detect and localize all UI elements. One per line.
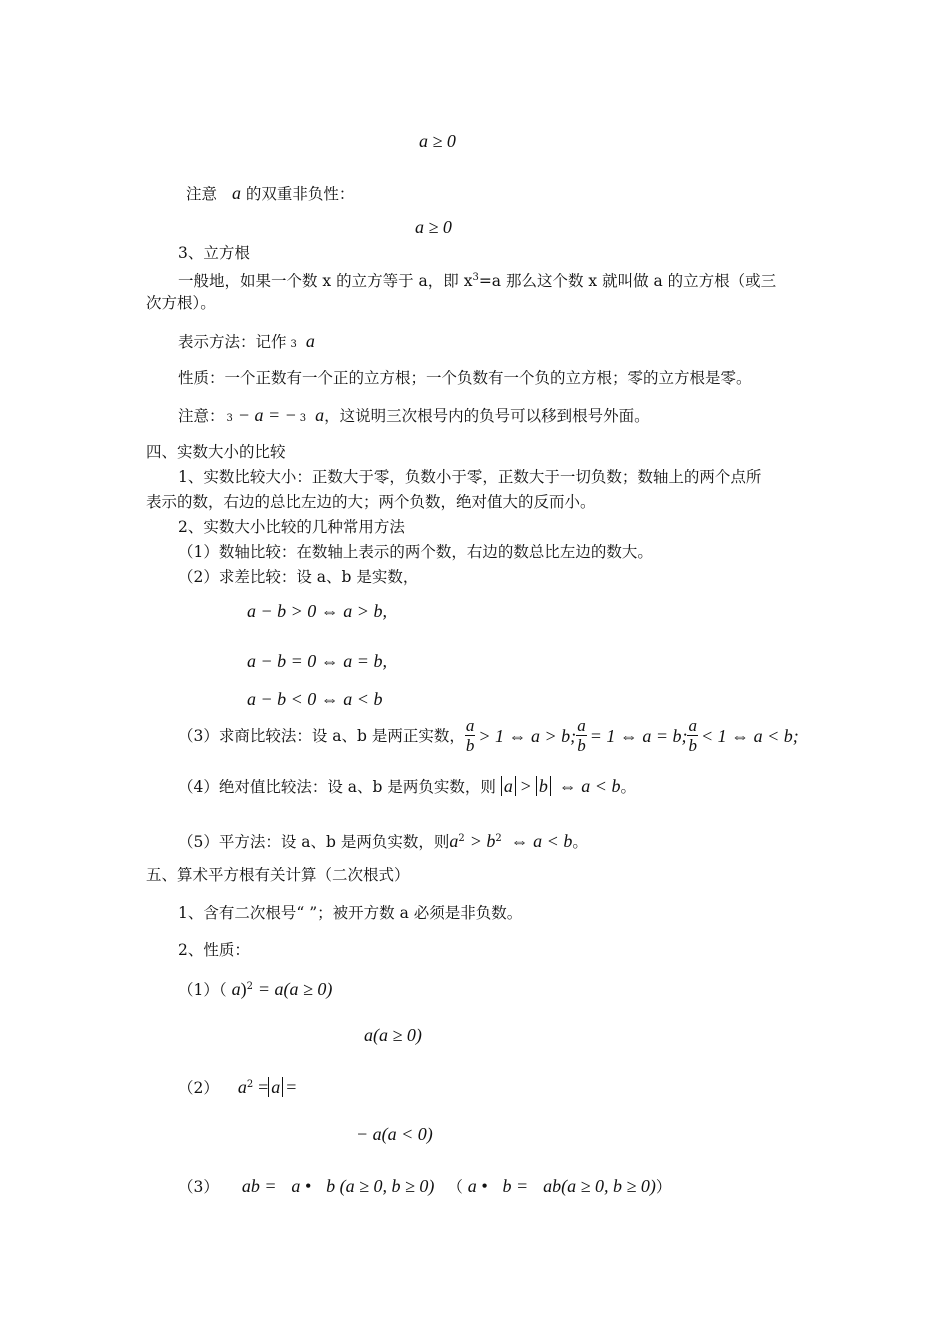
- sq-gt-b: > b: [469, 831, 496, 851]
- property-3-b: b (a ≥ 0, b ≥ 0): [326, 1176, 435, 1196]
- section-4-para1-line2: 表示的数，右边的总比左边的大；两个负数，绝对值大的反而小。: [146, 493, 596, 511]
- quotient-gt: > 1 ⇔ a > b;: [478, 725, 577, 746]
- section-5-para1: 1、含有二次根号“ ”；被开方数 a 必须是非负数。: [178, 904, 523, 922]
- formula-a-ge-0-mid: a ≥ 0: [415, 217, 452, 237]
- section-4-para2: 2、实数大小比较的几种常用方法: [178, 518, 405, 536]
- cube-root-note: [178, 405, 650, 429]
- property-2-a: a: [237, 1077, 247, 1097]
- property-1-exp: 2: [246, 981, 253, 992]
- sq-exp-a: 2: [458, 833, 465, 844]
- property-2-eq2: =: [286, 1077, 297, 1097]
- note-double-nonneg: [186, 183, 354, 204]
- property-1-label: （1）（: [178, 981, 227, 999]
- formula-a-ge-0-top: a ≥ 0: [419, 131, 456, 151]
- section-4-para1-line1: 1、实数比较大小：正数大于零，负数小于零，正数大于一切负数；数轴上的两个点所: [178, 468, 762, 486]
- abs-b: b: [536, 776, 551, 796]
- difference-gt: a − b > 0 ⇔ a > b,: [247, 601, 387, 621]
- method-3-label: （3）求商比较法：设 a、b 是两正实数，: [178, 726, 465, 745]
- period: 。: [620, 778, 636, 796]
- method-5: [178, 829, 588, 852]
- cube-root-definition-line2: 次方根）。: [146, 294, 216, 312]
- method-2: （2）求差比较：设 a、b 是实数，: [178, 568, 419, 586]
- sq-a: a: [449, 831, 459, 851]
- note-index-1: 3: [226, 413, 233, 424]
- property-1-rest: = a(a ≥ 0): [257, 979, 333, 999]
- property-1-close: ): [240, 979, 247, 999]
- property-2-exp: 2: [246, 1079, 254, 1090]
- note-var: a: [231, 183, 241, 203]
- property-2-label: （2）: [178, 1079, 219, 1097]
- period: 。: [572, 833, 588, 851]
- cube-root-index: 3: [290, 339, 297, 350]
- def-part2: =a 那么这个数 x 就叫做 a 的立方根（或三: [478, 272, 777, 290]
- note-expression-2: a: [315, 405, 325, 425]
- note-text: ，这说明三次根号内的负号可以移到根号外面。: [324, 407, 650, 425]
- method-3: [178, 716, 799, 755]
- method-1: （1）数轴比较：在数轴上表示的两个数，右边的数总比左边的数大。: [178, 543, 653, 561]
- property-3-rhs: ab(a ≥ 0, b ≥ 0): [543, 1176, 656, 1196]
- property-3-a2: a •: [467, 1176, 488, 1196]
- property-3-a: a •: [291, 1176, 312, 1196]
- note-label: 注意：: [178, 407, 225, 425]
- section-4-heading: 四、实数大小的比较: [146, 443, 286, 461]
- property-1-a: a: [231, 979, 241, 999]
- notation-line: [178, 331, 315, 355]
- sq-exp-b: 2: [495, 833, 502, 844]
- def-part1: 一般地，如果一个数 x 的立方等于 a，即 x: [178, 272, 473, 290]
- notation-var: a: [305, 331, 315, 351]
- section-5-heading: 五、算术平方根有关计算（二次根式）: [146, 866, 410, 884]
- property-2-eq: =: [258, 1077, 269, 1097]
- method-4: [178, 776, 636, 797]
- note-prefix: 注意: [186, 185, 218, 203]
- section-5-para2: 2、性质：: [178, 941, 250, 959]
- abs-a: a: [501, 776, 516, 796]
- note-text: 的双重非负性：: [245, 185, 355, 203]
- cube-root-heading: 3、立方根: [178, 244, 250, 262]
- property-2-case-2: − a(a < 0): [356, 1124, 433, 1144]
- property-3-open: （: [447, 1178, 463, 1196]
- property-2: [178, 1075, 296, 1098]
- quotient-eq: = 1 ⇔ a = b;: [589, 725, 688, 746]
- abs-gt: >: [520, 776, 531, 796]
- property-2-case-1: a(a ≥ 0): [364, 1025, 422, 1045]
- quotient-fraction-1: $\frac{a}{b}$: [465, 716, 475, 755]
- quotient-fraction-2: $\frac{a}{b}$: [577, 716, 586, 755]
- property-3-b2: b =: [502, 1176, 529, 1196]
- quotient-fraction-3: $\frac{a}{b}$: [688, 716, 697, 755]
- method-5-label: （5）平方法：设 a、b 是两负实数，则: [178, 833, 450, 851]
- method-4-label: （4）绝对值比较法：设 a、b 是两负实数，则: [178, 778, 496, 796]
- def-exponent: 3: [472, 272, 479, 283]
- quotient-lt: < 1 ⇔ a < b;: [700, 725, 799, 746]
- sq-rest: ⇔ a < b: [510, 831, 573, 851]
- property-2-abs: a: [268, 1077, 283, 1097]
- cube-root-property: 性质：一个正数有一个正的立方根；一个负数有一个负的立方根；零的立方根是零。: [178, 369, 752, 387]
- property-3-label: （3）: [178, 1178, 219, 1196]
- property-3: [178, 1176, 671, 1197]
- property-3-lhs: ab =: [241, 1176, 277, 1196]
- cube-root-definition-line1: [178, 268, 776, 291]
- property-1: [178, 977, 332, 1000]
- difference-eq: a − b = 0 ⇔ a = b,: [247, 651, 387, 671]
- note-expression-1: − a = −: [237, 405, 297, 425]
- note-index-2: 3: [299, 413, 307, 424]
- abs-rest: ⇔ a < b: [558, 776, 621, 796]
- difference-lt: a − b < 0 ⇔ a < b: [247, 689, 383, 709]
- notation-label: 表示方法：记作: [178, 333, 287, 351]
- property-3-close: ）: [655, 1178, 672, 1196]
